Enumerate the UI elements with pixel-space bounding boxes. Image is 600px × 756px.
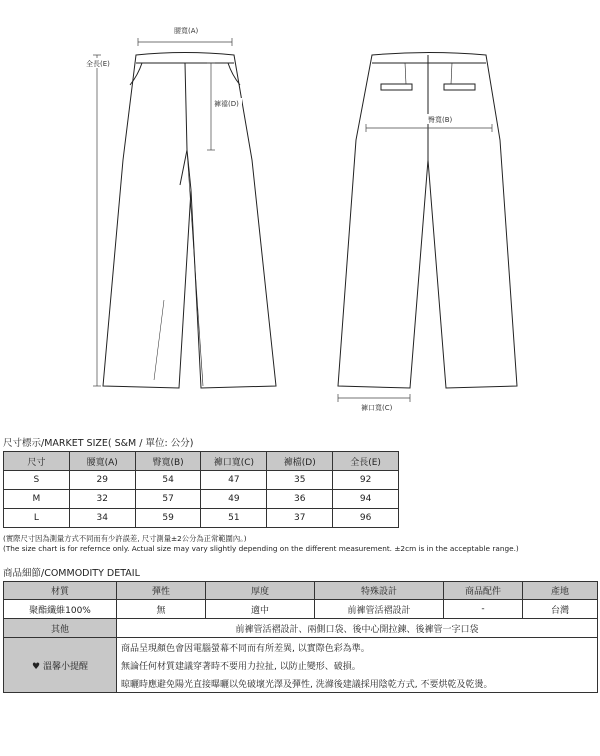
table-cell: 36 xyxy=(267,490,333,509)
table-cell: 29 xyxy=(69,471,135,490)
label-hem: 褲口寬(C) xyxy=(361,404,393,412)
header-cell: 腰寬(A) xyxy=(69,452,135,471)
header-cell: 褲口寬(C) xyxy=(201,452,267,471)
size-note-zh: (實際尺寸因為測量方式不同而有少許誤差, 尺寸測量±2公分為正常範圍內。) xyxy=(3,534,247,543)
header-cell: 厚度 xyxy=(206,582,315,600)
table-cell: 57 xyxy=(135,490,201,509)
size-section-title: 尺寸標示/MARKET SIZE( S&M / 單位: 公分) xyxy=(3,438,194,449)
header-cell: 臀寬(B) xyxy=(135,452,201,471)
detail-table-header xyxy=(4,582,598,600)
care-line: 無論任何材質建議穿著時不要用力拉扯, 以防止變形、破損。 xyxy=(117,656,598,674)
heart-icon: ♥ xyxy=(32,661,41,672)
header-cell: 特殊設計 xyxy=(315,582,444,600)
table-row xyxy=(4,638,598,657)
header-cell: 產地 xyxy=(523,582,598,600)
table-cell: M xyxy=(4,490,70,509)
label-waist: 腰寬(A) xyxy=(174,27,199,35)
table-cell: 96 xyxy=(333,509,399,528)
table-row xyxy=(4,600,598,619)
label-hip: 臀寬(B) xyxy=(428,116,453,124)
table-cell: 37 xyxy=(267,509,333,528)
accessories-value: - xyxy=(444,600,523,619)
size-note-en: (The size chart is for refernce only. Actual size may vary slightly depending on the different measurement. ±2cm is in the acceptable range.) xyxy=(3,544,519,553)
size-chart-table xyxy=(3,451,399,528)
header-cell: 商品配件 xyxy=(444,582,523,600)
header-cell: 全長(E) xyxy=(333,452,399,471)
table-cell: 47 xyxy=(201,471,267,490)
elasticity-value: 無 xyxy=(117,600,206,619)
table-cell: 94 xyxy=(333,490,399,509)
table-row xyxy=(4,471,399,490)
other-label: 其他 xyxy=(4,619,117,638)
table-cell: 54 xyxy=(135,471,201,490)
care-line: 商品呈現顏色會因電腦螢幕不同而有所差異, 以實際色彩為準。 xyxy=(117,638,598,657)
table-row xyxy=(4,619,598,638)
header-cell: 彈性 xyxy=(117,582,206,600)
table-cell: L xyxy=(4,509,70,528)
care-line: 晾曬時應避免陽光直接曝曬以免破壞光澤及彈性, 洗滌後建議採用陰乾方式, 不要烘乾及乾燙。 xyxy=(117,674,598,693)
care-label-cell xyxy=(4,638,117,693)
table-cell: 35 xyxy=(267,471,333,490)
special-design-value: 前褲管活褶設計 xyxy=(315,600,444,619)
origin-value: 台灣 xyxy=(523,600,598,619)
size-table-header xyxy=(4,452,399,471)
label-rise: 褲襠(D) xyxy=(214,100,239,108)
table-cell: 59 xyxy=(135,509,201,528)
thickness-value: 適中 xyxy=(206,600,315,619)
table-cell: 32 xyxy=(69,490,135,509)
table-row xyxy=(4,490,399,509)
table-cell: 92 xyxy=(333,471,399,490)
other-value: 前褲管活褶設計、兩側口袋、後中心開拉鍊、後褲管一字口袋 xyxy=(117,619,598,638)
care-label: 溫馨小提醒 xyxy=(42,661,88,672)
material-value: 聚酯纖維100% xyxy=(4,600,117,619)
table-cell: S xyxy=(4,471,70,490)
header-cell: 材質 xyxy=(4,582,117,600)
commodity-detail-table xyxy=(3,581,598,693)
table-cell: 49 xyxy=(201,490,267,509)
front-view-pants xyxy=(103,53,276,389)
detail-section-title: 商品細節/COMMODITY DETAIL xyxy=(3,568,140,579)
table-row xyxy=(4,509,399,528)
table-cell: 51 xyxy=(201,509,267,528)
header-cell: 褲檔(D) xyxy=(267,452,333,471)
table-cell: 34 xyxy=(69,509,135,528)
header-cell: 尺寸 xyxy=(4,452,70,471)
label-length: 全長(E) xyxy=(86,60,110,68)
back-view-pants xyxy=(338,53,517,389)
